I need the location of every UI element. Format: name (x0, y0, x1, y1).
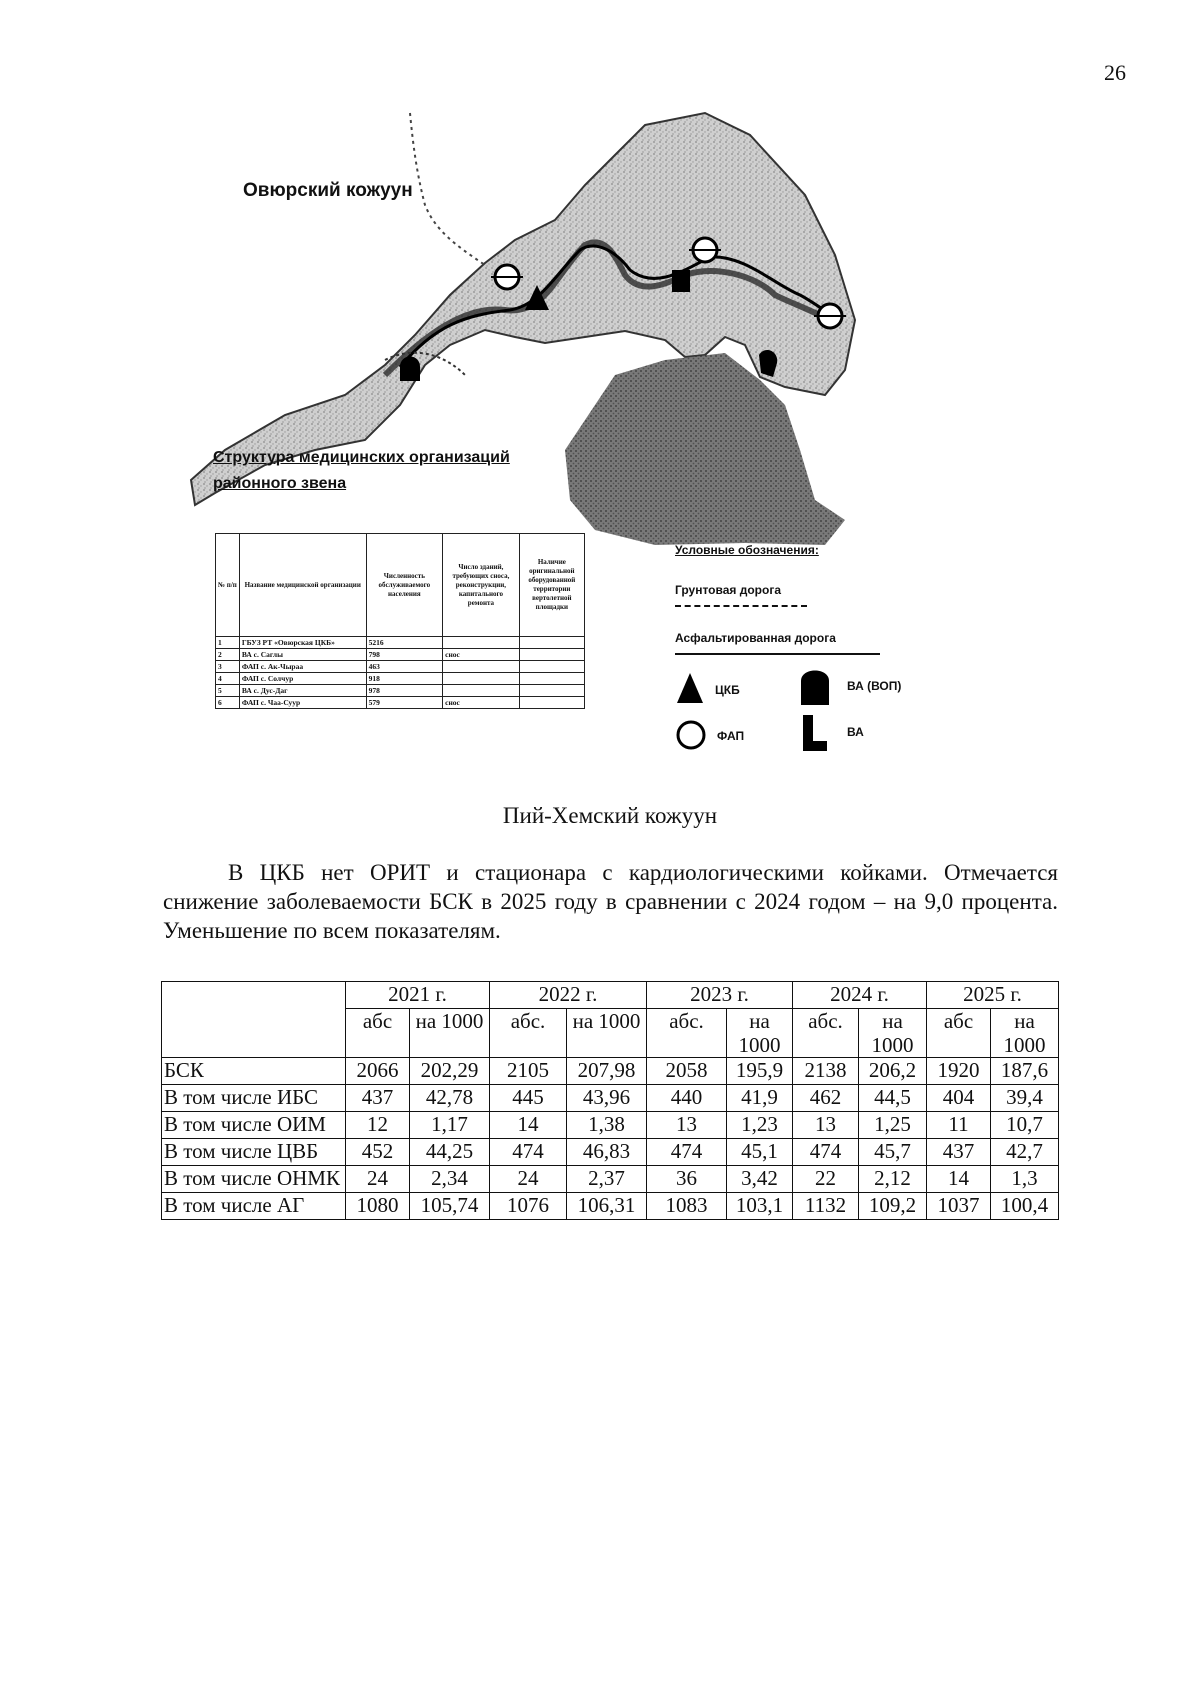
table-cell: 2138 (793, 1058, 859, 1085)
body-paragraph-text: В ЦКБ нет ОРИТ и стационара с кардиологическими койками. Отмечается снижение заболеваемости БСК в 2025 году в сравнении с 2024 годом – на 9,0 процента. Уменьшение по всем показателям. (163, 860, 1058, 943)
table-cell: 10,7 (991, 1112, 1059, 1139)
table-cell: 39,4 (991, 1085, 1059, 1112)
inset-cell (519, 649, 584, 661)
inset-header: № п/п (216, 534, 240, 637)
legend-ckb-label: ЦКБ (715, 683, 740, 697)
table-cell: 445 (490, 1085, 567, 1112)
inset-header: Число зданий, требующих сноса, реконструкции, капитального ремонта (443, 534, 520, 637)
table-cell: 42,7 (991, 1139, 1059, 1166)
table-cell: 1,23 (727, 1112, 793, 1139)
table-cell: 106,31 (567, 1193, 647, 1220)
row-label: В том числе ИБС (162, 1085, 346, 1112)
table-cell: 103,1 (727, 1193, 793, 1220)
legend-title: Условные обозначения: (675, 543, 819, 557)
table-row (162, 1112, 1059, 1139)
subheader-cell: на 1000 (727, 1009, 793, 1058)
morbidity-table (161, 981, 1059, 1220)
table-cell: 44,25 (410, 1139, 490, 1166)
inset-row (216, 649, 585, 661)
inset-header-row (216, 534, 585, 637)
va-legend-icon (799, 713, 831, 753)
subheader-cell: на 1000 (859, 1009, 927, 1058)
year-header: 2021 г. (346, 982, 490, 1009)
table-cell: 1,17 (410, 1112, 490, 1139)
subheader-cell: абс. (647, 1009, 727, 1058)
table-cell: 206,2 (859, 1058, 927, 1085)
inset-cell: 5216 (366, 637, 443, 649)
table-cell: 14 (927, 1166, 991, 1193)
table-cell: 1132 (793, 1193, 859, 1220)
table-cell: 195,9 (727, 1058, 793, 1085)
dirt-road (410, 113, 485, 265)
table-cell: 452 (346, 1139, 410, 1166)
inset-row (216, 697, 585, 709)
inset-cell (443, 685, 520, 697)
table-cell: 1080 (346, 1193, 410, 1220)
table-cell: 43,96 (567, 1085, 647, 1112)
row-label: В том числе ОНМК (162, 1166, 346, 1193)
fap-legend-icon (675, 719, 707, 751)
table-cell: 207,98 (567, 1058, 647, 1085)
inset-cell (519, 697, 584, 709)
year-header: 2025 г. (927, 982, 1059, 1009)
inset-cell: 3 (216, 661, 240, 673)
inset-cell: ВА с. Дус-Даг (239, 685, 366, 697)
row-label: В том числе АГ (162, 1193, 346, 1220)
inset-cell: 918 (366, 673, 443, 685)
table-cell: 474 (793, 1139, 859, 1166)
row-label: В том числе ЦВБ (162, 1139, 346, 1166)
va-vop-legend-icon (799, 665, 831, 707)
body-paragraph (163, 858, 1058, 945)
inset-cell: 6 (216, 697, 240, 709)
inset-cell: 798 (366, 649, 443, 661)
table-cell: 105,74 (410, 1193, 490, 1220)
inset-cell: 4 (216, 673, 240, 685)
table-cell: 44,5 (859, 1085, 927, 1112)
table-body (162, 1058, 1059, 1220)
inset-cell (443, 673, 520, 685)
inset-cell (519, 661, 584, 673)
district-map (185, 105, 975, 795)
table-cell: 22 (793, 1166, 859, 1193)
table-cell: 1037 (927, 1193, 991, 1220)
table-cell: 1920 (927, 1058, 991, 1085)
inset-row (216, 637, 585, 649)
table-row (162, 1193, 1059, 1220)
inset-row (216, 685, 585, 697)
table-cell: 2,37 (567, 1166, 647, 1193)
table-row (162, 1166, 1059, 1193)
inset-header: Название медицинской организации (239, 534, 366, 637)
year-header: 2023 г. (647, 982, 793, 1009)
table-cell: 45,1 (727, 1139, 793, 1166)
legend-va-label: ВА (847, 725, 864, 739)
table-cell: 24 (490, 1166, 567, 1193)
legend-va-vop-label: ВА (ВОП) (847, 679, 902, 693)
subheader-cell: абс (927, 1009, 991, 1058)
table-cell: 437 (346, 1085, 410, 1112)
va-marker (672, 270, 690, 292)
table-row (162, 1058, 1059, 1085)
inset-row (216, 661, 585, 673)
table-cell: 2066 (346, 1058, 410, 1085)
district-label: Овюрский кожуун (243, 180, 413, 201)
table-cell: 109,2 (859, 1193, 927, 1220)
table-cell: 187,6 (991, 1058, 1059, 1085)
corner-cell (162, 982, 346, 1058)
subheader-cell: на 1000 (991, 1009, 1059, 1058)
subheader-cell: на 1000 (410, 1009, 490, 1058)
legend-dirt-road: Грунтовая дорога (675, 583, 781, 597)
table-cell: 36 (647, 1166, 727, 1193)
table-cell: 11 (927, 1112, 991, 1139)
subheader-cell: абс (346, 1009, 410, 1058)
year-header: 2024 г. (793, 982, 927, 1009)
inset-cell: ФАП с. Солчур (239, 673, 366, 685)
inset-cell: 978 (366, 685, 443, 697)
row-label: БСК (162, 1058, 346, 1085)
inset-cell: 579 (366, 697, 443, 709)
table-cell: 100,4 (991, 1193, 1059, 1220)
subheader-cell: абс. (793, 1009, 859, 1058)
inset-cell (443, 637, 520, 649)
inset-cell: снос (443, 649, 520, 661)
inset-header: Наличие оригинальной оборудованной территории вертолетной площадки (519, 534, 584, 637)
table-cell: 3,42 (727, 1166, 793, 1193)
table-cell: 1,3 (991, 1166, 1059, 1193)
legend-asphalt-road: Асфальтированная дорога (675, 631, 836, 645)
inset-cell (519, 637, 584, 649)
section-caption: Пий-Хемский кожуун (502, 803, 718, 828)
inset-cell: 2 (216, 649, 240, 661)
legend-fap-label: ФАП (717, 729, 745, 743)
table-cell: 440 (647, 1085, 727, 1112)
inset-cell: ВА с. Саглы (239, 649, 366, 661)
ckb-legend-icon (675, 671, 705, 705)
inset-cell: снос (443, 697, 520, 709)
table-cell: 202,29 (410, 1058, 490, 1085)
inset-cell (519, 685, 584, 697)
table-cell: 2,34 (410, 1166, 490, 1193)
table-cell: 437 (927, 1139, 991, 1166)
table-cell: 24 (346, 1166, 410, 1193)
page-number: 26 (1104, 60, 1126, 85)
table-cell: 12 (346, 1112, 410, 1139)
inset-cell: 463 (366, 661, 443, 673)
inset-header: Численность обслуживаемого населения (366, 534, 443, 637)
year-header-row (162, 982, 1059, 1009)
subheader-cell: на 1000 (567, 1009, 647, 1058)
inset-cell (443, 661, 520, 673)
inset-cell (519, 673, 584, 685)
subheader-cell: абс. (490, 1009, 567, 1058)
table-cell: 1,38 (567, 1112, 647, 1139)
inset-row (216, 673, 585, 685)
inset-cell: 5 (216, 685, 240, 697)
table-cell: 1083 (647, 1193, 727, 1220)
table-cell: 14 (490, 1112, 567, 1139)
structure-title: Структура медицинских организаций районного звена (213, 449, 510, 492)
table-cell: 474 (490, 1139, 567, 1166)
table-cell: 13 (647, 1112, 727, 1139)
table-cell: 13 (793, 1112, 859, 1139)
table-cell: 2058 (647, 1058, 727, 1085)
table-cell: 404 (927, 1085, 991, 1112)
table-cell: 2105 (490, 1058, 567, 1085)
table-cell: 42,78 (410, 1085, 490, 1112)
table-cell: 45,7 (859, 1139, 927, 1166)
table-cell: 474 (647, 1139, 727, 1166)
table-cell: 46,83 (567, 1139, 647, 1166)
legend-dirt-road-rule (675, 605, 807, 607)
inset-cell: ФАП с. Ак-Чыраа (239, 661, 366, 673)
inset-organizations-table (215, 533, 585, 709)
inset-cell: 1 (216, 637, 240, 649)
legend-asphalt-road-rule (675, 653, 880, 655)
table-cell: 2,12 (859, 1166, 927, 1193)
table-cell: 462 (793, 1085, 859, 1112)
row-label: В том числе ОИМ (162, 1112, 346, 1139)
inset-cell: ФАП с. Чаа-Суур (239, 697, 366, 709)
table-cell: 1,25 (859, 1112, 927, 1139)
table-cell: 1076 (490, 1193, 567, 1220)
va-vop-marker (400, 357, 420, 382)
inset-cell: ГБУЗ РТ «Овюрская ЦКБ» (239, 637, 366, 649)
table-row (162, 1139, 1059, 1166)
year-header: 2022 г. (490, 982, 647, 1009)
table-cell: 41,9 (727, 1085, 793, 1112)
table-row (162, 1085, 1059, 1112)
